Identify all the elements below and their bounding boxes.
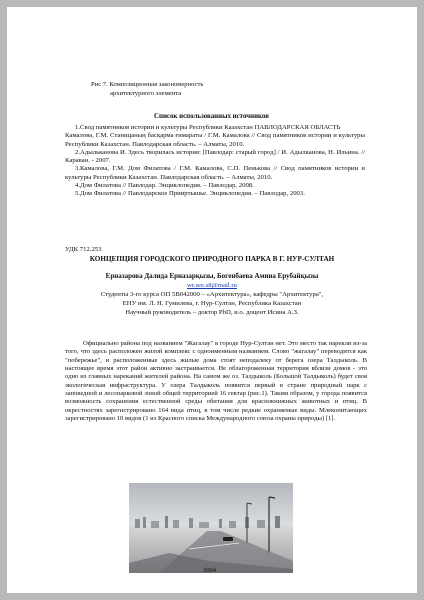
reference-item: 3.Камалова, Г.М. Дом Филатова / Г.М. Камалова, С.П. Пенькова // Свод памятников истории и культуры Республики Казахстан. Павлодарская область. – Алматы, 2010. xyxy=(65,165,365,181)
references-title: Список использованных источников xyxy=(154,113,269,120)
lake-photo-image xyxy=(129,483,293,573)
reference-item: 5.Дом Филатова // Павлодарское Прииртышье. Энциклопедия. – Павлодар, 2003. xyxy=(75,190,305,198)
reference-item: 1.Свод памятников истории и культуры Республики Казахстан ПАВЛОДАРСКАЯ ОБЛАСТЬ xyxy=(75,124,341,131)
body-paragraph: Официально района под названием "Жагалау" в городе Нур-Султан нет. Это место так нарекли из-за того, что здесь расположен жилой комплекс с одноименным названием. Слово "жагалау" переводится как "побережье", и расположенные здесь жилые дома стоят неподалеку от берега озера Талдыколь. В настоящее время этот район активно застраивается. Не облагороженная территория вблизи домов - это одно из главных нареканий жителей района. На самом же оз. Талдыколь (Большой Талдыколь) будет своя экологическая инфраструктура. У озера Талдыколь появится первый в стране природный парк с заповедной и лесопарковой зоной общей территорией 16 гектар (рис.1). Таким образом, у города появится возможность сохранения естественной среды обитания для краснокнижных животных и птиц. В окрестностях зарегистрировано 164 вида птиц, в том числе редкие охраняемые виды. Млекопитающих зарегистрировано 10 видов (1 из Красного списка Международного союза охраны природы) [1]. xyxy=(65,340,367,423)
affiliation-line3: Научный руководитель – доктор PhD, и.о. доцент Исина А.З. xyxy=(125,309,299,316)
affiliation-line2: ЕНУ им. Л. Н. Гумилева, г. Нур-Султан, Республика Казахстан xyxy=(122,300,302,307)
figure-caption-line1: Рис 7. Композиционная закономерность xyxy=(91,81,204,88)
reference-item: 4.Дом Филатова // Павлодар. Энциклопедия. – Павлодар, 2008. xyxy=(75,182,254,190)
lake-photo xyxy=(129,483,293,573)
author-email-link[interactable]: wr.see.s8@mail.ru xyxy=(187,282,237,289)
reference-item: 2.Адыльканова И. Здесь творилась история: [Павлодар: старый город] / И. Адылканова, Н. Ильина. // Караван. - 2007. xyxy=(65,148,365,165)
references-list xyxy=(65,124,365,199)
affiliation-line1: Студенты 3-го курса ОП 5В042000 – «Архитектура», кафедры "Архитектура", xyxy=(100,291,324,298)
email-row xyxy=(7,282,417,290)
figure-caption-line2: архитектурного элемента xyxy=(110,90,182,97)
page-number: 3004 xyxy=(203,567,216,574)
reference-item: Камалова, Г.М. Станицаның басқарма ғимараты / Г.М. Камалова // Свод памятников истории и культуры Республики Казахстан. Павлодарская область. – Алматы, 2010. xyxy=(65,132,365,148)
article-authors: Ерназарова Далида Ерназарқызы, Богенбаева Амина Ерубайқызы xyxy=(105,272,319,280)
document-page xyxy=(7,7,417,593)
article-body xyxy=(65,340,367,423)
udk-code: УДК 712.253 xyxy=(65,246,102,253)
article-title: КОНЦЕПЦИЯ ГОРОДСКОГО ПРИРОДНОГО ПАРКА В Г. НУР-СУЛТАН xyxy=(89,255,335,263)
